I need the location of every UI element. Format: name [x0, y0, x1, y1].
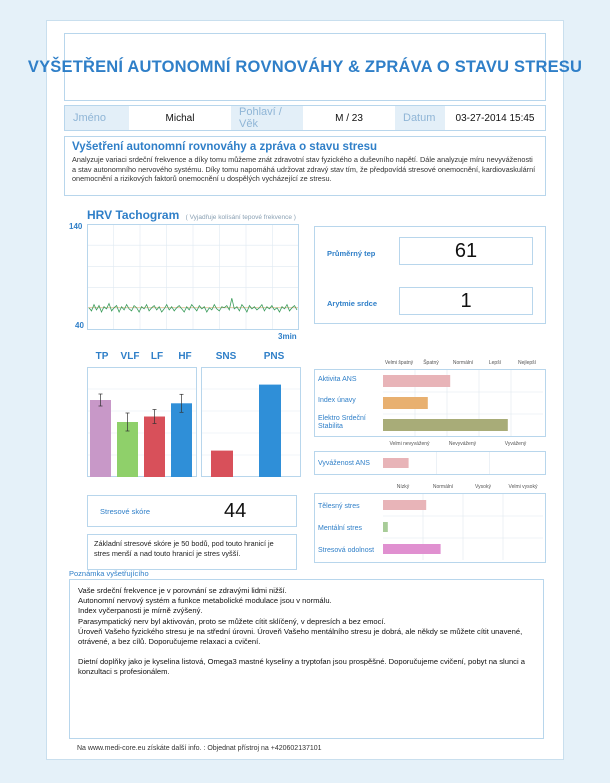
intro-box	[64, 136, 546, 196]
bar-label-vlf: VLF	[120, 351, 140, 362]
frequency-bar-chart	[87, 367, 197, 477]
ans-scale-3: Normální	[452, 360, 474, 366]
ans-row-label: Aktivita ANS	[318, 376, 357, 383]
name-value: Michal	[165, 112, 195, 124]
note-line: Parasympatický nerv byl aktivován, proto se můžete cítit sklíčený, v depresích a bez emocí.	[78, 616, 386, 626]
level-bar	[383, 375, 450, 387]
name-label: Jméno	[65, 106, 129, 130]
arrhythmia-value: 1	[399, 287, 533, 315]
stress-score-note: Základní stresové skóre je 50 bodů, pod touto hranicí je stres menší a nad touto hranicí je stres vyšší.	[87, 534, 297, 570]
bar-tp	[90, 400, 111, 477]
level-bar	[383, 500, 426, 510]
bar-sns	[211, 451, 233, 477]
ans-scale-5: Nejlepší	[517, 360, 537, 366]
balance-box	[314, 451, 546, 475]
sex-age-label: Pohlaví / Věk	[231, 106, 303, 130]
examiner-note-title: Poznámka vyšetřujícího	[69, 569, 149, 578]
stress-scale-header	[383, 484, 543, 492]
note-line: Dietní doplňky jako je kyselina listová, Omega3 mastné kyseliny a tryptofan jsou prospěšné. Doporučujeme cvičení, pobyt na slunci a konzultaci s profesionálem.	[78, 657, 525, 677]
stress-scale-4: Velmi vysoký	[508, 484, 538, 490]
ans-scale-header	[383, 360, 543, 368]
patient-info-row	[64, 105, 546, 131]
hrv-tachogram-chart	[87, 224, 299, 330]
bar-label-lf: LF	[150, 351, 164, 362]
stress-score-label: Stresové skóre	[100, 507, 151, 516]
note-line: Úroveň Vašeho fyzického stresu je na střední úrovni. Úroveň Vašeho mentálního stresu je dobrá, ale někdy se můžete cítit unavené, otrávené, a bez cílů. Doporučujeme relaxaci a cvičení.	[78, 626, 523, 646]
bar-pns	[259, 385, 281, 477]
report-page	[27, 20, 583, 760]
hrv-y-max-label: 140	[69, 222, 83, 231]
stress-scale-3: Vysoký	[475, 484, 491, 490]
bar-hf	[171, 403, 192, 477]
level-bar	[383, 544, 441, 554]
metrics-box	[314, 226, 546, 324]
ans-scale-4: Lepší	[488, 360, 502, 366]
note-line: Autonomní nervový systém a funkce metabolické modulace jsou v normálu.	[78, 596, 332, 606]
ans-evaluation-box	[314, 369, 546, 437]
level-bar	[383, 419, 508, 431]
ans-row-label: Elektro Srdeční Stabilita	[318, 415, 366, 430]
stress-scale-1: Nízký	[396, 484, 410, 490]
hrv-subtitle: ( Vyjadřuje kolísání tepové frekvence )	[185, 214, 296, 221]
stress-row-label: Mentální stres	[318, 525, 362, 532]
intro-heading: Vyšetření autonomní rovnováhy a zpráva o stavu stresu	[72, 141, 378, 153]
bar-lf	[144, 417, 165, 478]
level-bar	[383, 458, 409, 468]
note-line: Vaše srdeční frekvence je v porovnání se zdravými lidmi nižší.	[78, 586, 287, 595]
bar-label-pns: PNS	[263, 351, 285, 362]
arrhythmia-label: Arytmie srdce	[327, 299, 378, 308]
hrv-y-min-label: 40	[75, 321, 84, 330]
sns-pns-bar-chart	[201, 367, 301, 477]
balance-label: Vyváženost ANS	[318, 460, 370, 467]
bar-label-tp: TP	[95, 351, 109, 362]
hrv-x-label: 3min	[278, 332, 297, 341]
stress-row-label: Tělesný stres	[318, 503, 360, 510]
avg-hr-label: Průměrný tep	[327, 249, 376, 258]
level-bar	[383, 397, 428, 409]
stress-score-value: 44	[224, 500, 247, 522]
balance-bar	[383, 452, 545, 474]
ans-evaluation-bars	[383, 370, 545, 436]
date-value: 03-27-2014 15:45	[455, 112, 535, 124]
intro-text: Analyzuje variaci srdeční frekvence a díky tomu můžeme znát zdravotní stav fyzického a duševního napětí. Dále analyzuje míru nevyváženosti a stav autonomního nervového systému. Díky tomu napomáhá udržovat zdravý stav tím, že předpovídá stresové onemocnění, kardiovaskulární onemocnění a rizikových faktorů onemocnění u dospělých vycházející ze stresu.	[72, 155, 536, 184]
ans-scale-2: Špatný	[423, 360, 439, 366]
ans-row-label: Index únavy	[318, 397, 356, 404]
ans-scale-1: Velmi špatný	[384, 360, 414, 366]
report-title-box	[27, 33, 583, 101]
footer-text: Na www.medi-core.eu získáte další info. : Objednat přístroj na +420602137101	[77, 745, 322, 752]
freq-bar-labels	[87, 351, 209, 363]
hrv-title: HRV Tachogram	[87, 208, 180, 222]
sex-age-value: M / 23	[335, 112, 363, 124]
stress-levels-box	[314, 493, 546, 563]
balance-scale-header	[383, 441, 543, 449]
report-title: VYŠETŘENÍ AUTONOMNÍ ROVNOVÁHY & ZPRÁVA O STAVU STRESU	[27, 57, 583, 76]
stress-score-box	[87, 495, 297, 527]
balance-scale-1: Velmi nevyvážený	[389, 441, 430, 447]
stress-scale-2: Normální	[432, 484, 454, 490]
examiner-note-box	[69, 579, 544, 739]
ans-bar-labels	[201, 351, 301, 363]
stress-level-bars	[383, 494, 545, 562]
note-spacer	[78, 647, 535, 657]
hrv-title-row	[87, 208, 296, 222]
level-bar	[383, 522, 388, 532]
bar-label-hf: HF	[178, 351, 192, 362]
note-line: Index vyčerpanosti je mírně zvýšený.	[78, 606, 203, 616]
bar-label-sns: SNS	[215, 351, 237, 362]
balance-scale-2: Nevyvážený	[448, 441, 477, 447]
avg-hr-value: 61	[399, 237, 533, 265]
stress-row-label: Stresová odolnost	[318, 547, 375, 554]
date-label: Datum	[395, 106, 445, 130]
balance-scale-3: Vyvážený	[504, 441, 527, 447]
